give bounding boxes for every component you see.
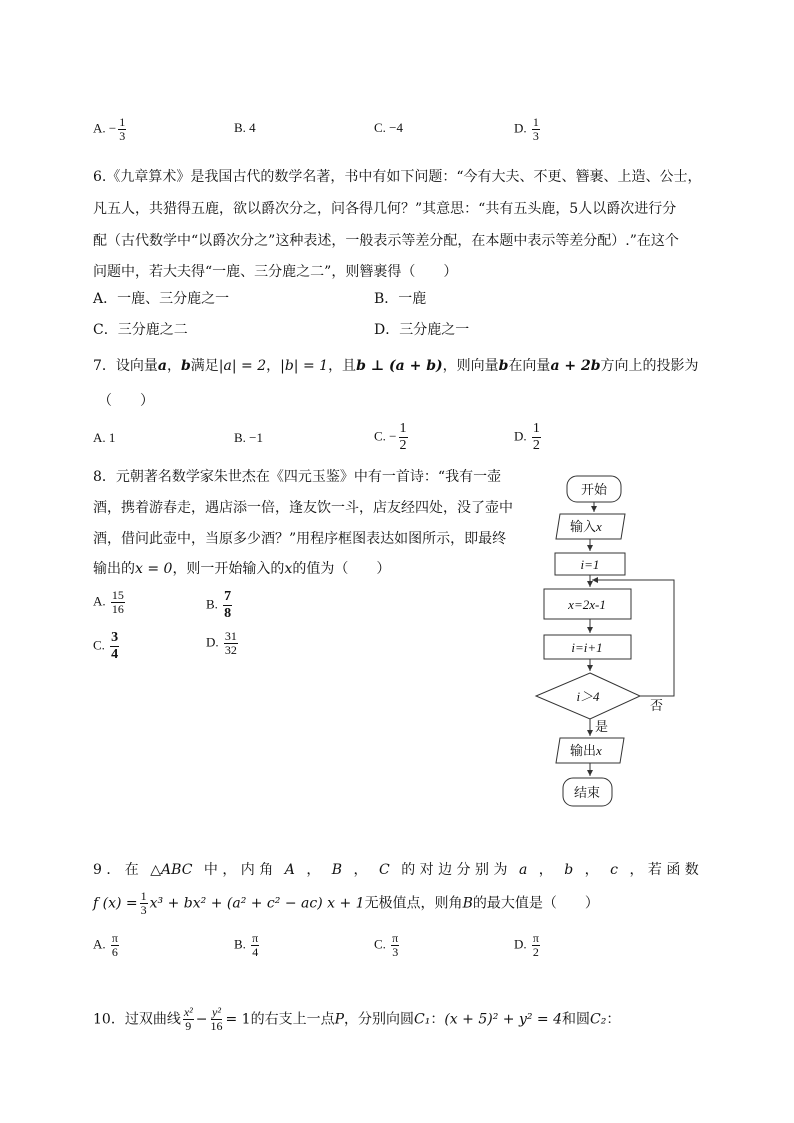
flowchart bbox=[520, 465, 720, 815]
q7-option-c: C. − $\frac{1}{2}$ bbox=[374, 421, 407, 453]
q6-option-c: C．三分鹿之二 bbox=[93, 322, 188, 338]
fraction: $\frac{\pi}{4}$ bbox=[252, 931, 259, 959]
fraction: $\frac{15}{16}$ bbox=[111, 588, 124, 616]
q6-line3: 配（古代数学中“以爵次分之”这种表述，一般表示等差分配，在本题中表示等差分配）.”在这个 bbox=[93, 233, 679, 249]
flow-init-label: i=1 bbox=[580, 557, 600, 572]
fraction: $\frac{1}{2}$ bbox=[399, 421, 407, 453]
flow-step2-label: i=i+1 bbox=[571, 640, 603, 655]
fraction: $\frac{\pi}{2}$ bbox=[532, 931, 539, 959]
q9-option-b: B. $\frac{\pi}{4}$ bbox=[234, 931, 259, 959]
q6-line2: 凡五人，共猎得五鹿，欲以爵次分之，问各得几何？”其意思：“共有五头鹿，5人以爵次进行分 bbox=[93, 201, 677, 217]
q9-line1: 9 ． 在 △ABC 中 ， 内 角 A ， B ， C 的 对 边 分 别 为 a ， b ， c ， 若 函 数 bbox=[93, 862, 699, 878]
fraction: $\frac{1}{3}$ bbox=[140, 889, 147, 917]
fraction: $\frac{3}{4}$ bbox=[111, 630, 119, 662]
fraction: $\frac{\pi}{3}$ bbox=[392, 931, 399, 959]
fraction: $\frac{\text{y²}}{16}$ bbox=[210, 1005, 223, 1033]
q7-option-b: B. −1 bbox=[234, 430, 264, 445]
q6-line4: 问题中，若大夫得“一鹿、三分鹿之二”，则簪裹得（ ） bbox=[93, 264, 458, 280]
flow-condition-label: i＞4 bbox=[576, 689, 600, 704]
flow-output-label: 输出x bbox=[570, 743, 602, 758]
flow-step1-label: x=2x-1 bbox=[568, 597, 606, 612]
q6-option-d: D．三分鹿之一 bbox=[374, 322, 470, 338]
flow-input-label: 输入x bbox=[570, 519, 602, 534]
q5-option-d: D. $\frac{1}{3}$ bbox=[514, 115, 539, 143]
q8-option-d: D. $\frac{31}{32}$ bbox=[206, 629, 237, 657]
flow-start-label: 开始 bbox=[580, 482, 608, 497]
q5-option-c: C. −4 bbox=[374, 120, 404, 135]
q8-option-a: A. $\frac{15}{16}$ bbox=[93, 588, 124, 616]
q8-line1: 8．元朝著名数学家朱世杰在《四元玉鉴》中有一首诗：“我有一壶 bbox=[93, 469, 502, 485]
fraction: $\frac{\pi}{6}$ bbox=[111, 931, 118, 959]
flow-yes-label: 是 bbox=[595, 719, 609, 734]
q7-stem: 7．设向量a，b满足|a| = 2，|b| = 1，且b ⊥ (a + b)，则向量b在向量a + 2b方向上的投影为 bbox=[93, 358, 699, 374]
q6-option-b: B．一鹿 bbox=[374, 291, 427, 307]
q9-option-d: D. $\frac{\pi}{2}$ bbox=[514, 931, 539, 959]
q8-line4: 输出的x = 0，则一开始输入的x的值为（ ） bbox=[93, 561, 391, 577]
q9-option-a: A. $\frac{\pi}{6}$ bbox=[93, 931, 118, 959]
fraction: $\frac{1}{3}$ bbox=[532, 115, 539, 143]
q7-option-d: D. $\frac{1}{2}$ bbox=[514, 421, 540, 453]
q8-line3: 酒，借问此壶中，当原多少酒？”用程序框图表达如图所示，即最终 bbox=[93, 531, 507, 547]
q5-option-b: B. 4 bbox=[234, 120, 256, 135]
q6-option-a: A．一鹿、三分鹿之一 bbox=[93, 291, 230, 307]
q10-line1: 10．过双曲线 $\frac{\text{x²}}{9}$ − $\frac{\text{y²}}{16}$ = 1的右支上一点P，分别向圆C₁：(x + 5)² + y² = 4和圆C₂： bbox=[93, 1005, 621, 1033]
q8-line2: 酒，携着游春走，遇店添一倍，逢友饮一斗，店友经四处，没了壶中 bbox=[93, 500, 513, 516]
q5-option-a: A. − $\frac{1}{3}$ bbox=[93, 115, 126, 143]
q7-answer-paren: （ ） bbox=[98, 393, 154, 409]
fraction: $\frac{7}{8}$ bbox=[224, 589, 232, 621]
fraction: $\frac{31}{32}$ bbox=[224, 629, 237, 657]
q9-line2: f (x) = $\frac{1}{3}$ x³ + bx² + (a² + c² − ac) x + 1无极值点，则角B的最大值是（ ） bbox=[93, 889, 599, 917]
fraction: $\frac{1}{2}$ bbox=[532, 421, 540, 453]
q7-option-a: A. 1 bbox=[93, 430, 116, 445]
q6-line1: 6.《九章算术》是我国古代的数学名著，书中有如下问题：“今有大夫、不更、簪裹、上造、公士， bbox=[93, 169, 702, 185]
fraction: $\frac{1}{3}$ bbox=[119, 115, 126, 143]
flow-end-label: 结束 bbox=[573, 785, 601, 800]
q8-option-c: C. $\frac{3}{4}$ bbox=[93, 630, 119, 662]
fraction: $\frac{\text{x²}}{9}$ bbox=[183, 1005, 193, 1033]
flow-no-label: 否 bbox=[650, 698, 664, 713]
q8-option-b: B. $\frac{7}{8}$ bbox=[206, 589, 232, 621]
q9-option-c: C. $\frac{\pi}{3}$ bbox=[374, 931, 399, 959]
